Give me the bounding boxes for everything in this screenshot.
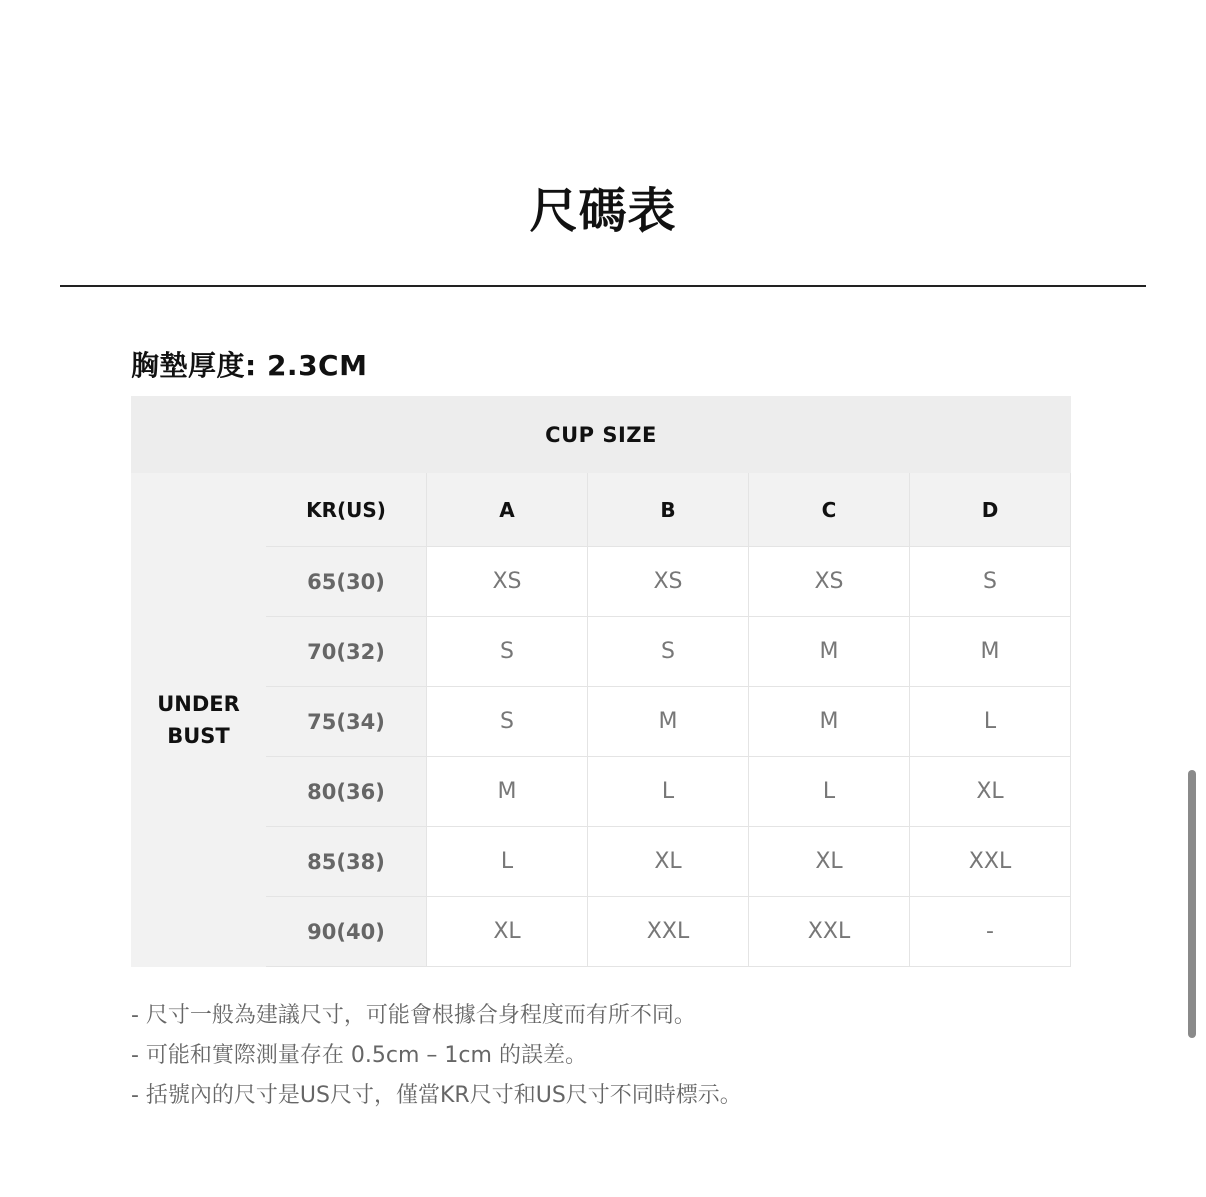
size-cell: XL [588,827,749,897]
note-line: - 可能和實際測量存在 0.5cm – 1cm 的誤差。 [131,1043,587,1068]
size-cell: L [427,827,588,897]
under-bust-line2: BUST [167,723,230,748]
table-row [132,897,1071,967]
size-cell: L [588,757,749,827]
size-chart-table [131,396,1071,967]
size-cell: M [749,687,910,757]
cup-size-header: CUP SIZE [132,397,1071,473]
pad-thickness-label: 胸墊厚度: 2.3CM [131,349,368,382]
size-cell: XL [910,757,1071,827]
size-cell: M [588,687,749,757]
band-size-cell: 70(32) [266,617,427,687]
under-bust-label [132,473,266,967]
size-cell: XS [427,547,588,617]
under-bust-line1: UNDER [157,691,240,716]
size-cell: XS [588,547,749,617]
size-cell: XL [427,897,588,967]
size-cell: XXL [910,827,1071,897]
size-cell: XL [749,827,910,897]
size-cell: S [588,617,749,687]
band-size-cell: 85(38) [266,827,427,897]
page-title: 尺碼表 [529,183,677,239]
table-row [132,547,1071,617]
size-cell: S [427,687,588,757]
size-cell: XXL [749,897,910,967]
title-divider [60,285,1146,287]
band-size-cell: 80(36) [266,757,427,827]
band-size-cell: 65(30) [266,547,427,617]
size-cell: M [427,757,588,827]
size-notes [131,996,742,1116]
size-cell: M [910,617,1071,687]
column-header-b: B [588,473,749,547]
size-cell: XS [749,547,910,617]
size-cell: XXL [588,897,749,967]
table-row [132,757,1071,827]
column-header-d: D [910,473,1071,547]
vertical-scrollbar[interactable] [1188,770,1196,1038]
size-cell: - [910,897,1071,967]
note-line: - 括號內的尺寸是US尺寸，僅當KR尺寸和US尺寸不同時標示。 [131,1083,742,1108]
size-cell: S [427,617,588,687]
table-row [132,687,1071,757]
column-header-a: A [427,473,588,547]
band-size-cell: 75(34) [266,687,427,757]
column-header-kr-us: KR(US) [266,473,427,547]
table-row [132,617,1071,687]
table-row [132,827,1071,897]
band-size-cell: 90(40) [266,897,427,967]
column-header-c: C [749,473,910,547]
size-cell: S [910,547,1071,617]
size-cell: L [749,757,910,827]
size-cell: L [910,687,1071,757]
size-cell: M [749,617,910,687]
note-line: - 尺寸一般為建議尺寸，可能會根據合身程度而有所不同。 [131,1003,696,1028]
